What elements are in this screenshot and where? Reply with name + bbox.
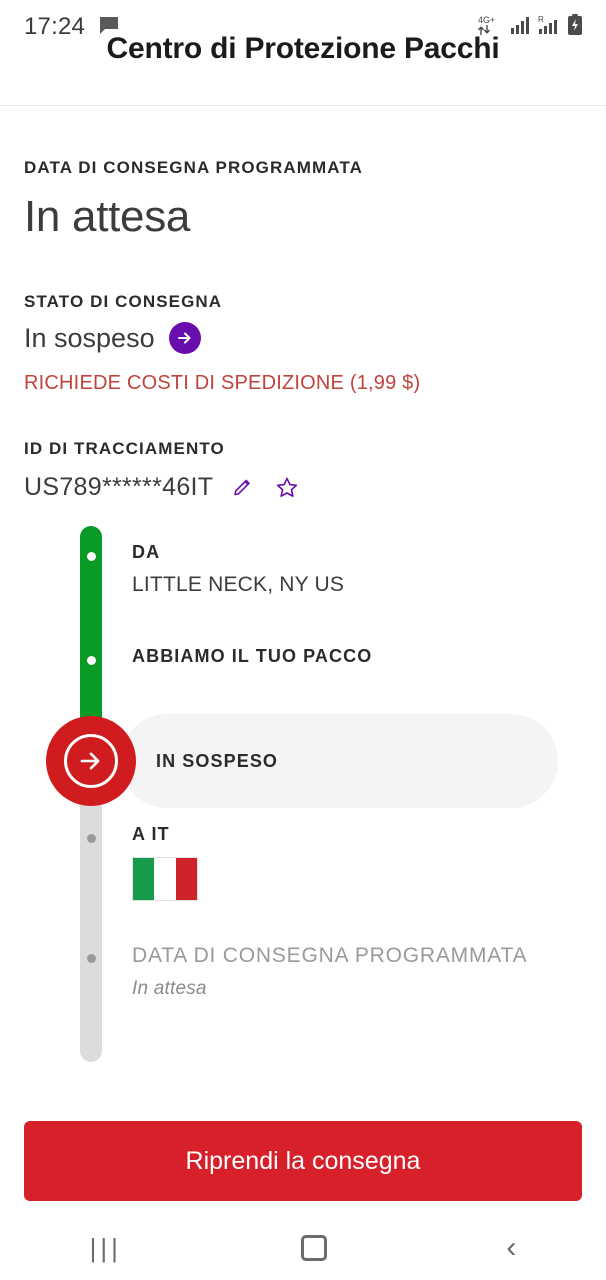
delivery-date-block <box>24 158 582 242</box>
italy-flag-icon <box>132 857 198 901</box>
timeline-step-destination <box>132 824 582 901</box>
timeline-dot-4 <box>87 834 96 843</box>
delivery-date-label: DATA DI CONSEGNA PROGRAMMATA <box>24 158 363 177</box>
recent-apps-icon[interactable]: ||| <box>89 1232 122 1263</box>
timeline-step-title: IN SOSPESO <box>156 751 279 771</box>
tracking-id-row <box>24 473 582 502</box>
timeline-step-scheduled-date <box>132 944 582 1000</box>
timeline-dot-5 <box>87 954 96 963</box>
timeline-step-pending <box>156 751 278 772</box>
svg-text:4G+: 4G+ <box>478 14 496 25</box>
timeline-dot-2 <box>87 656 96 665</box>
delivery-state-block <box>24 292 582 395</box>
arrow-right-icon <box>64 734 118 788</box>
pencil-icon[interactable] <box>229 474 257 502</box>
cta-container <box>24 1121 582 1201</box>
timeline-step-received <box>132 646 582 667</box>
resume-delivery-button[interactable]: Riprendi la consegna <box>24 1121 582 1201</box>
page-header <box>0 32 606 106</box>
tracking-id-label: ID DI TRACCIAMENTO <box>24 439 225 458</box>
delivery-state-row <box>24 322 582 354</box>
battery-charging-icon <box>566 13 584 42</box>
timeline-current-node <box>46 716 136 806</box>
timeline-step-sub: In attesa <box>132 978 207 999</box>
timeline-step-title: DATA DI CONSEGNA PROGRAMMATA <box>132 944 528 967</box>
main-content <box>0 158 606 1066</box>
timeline-step-sub: LITTLE NECK, NY US <box>132 573 345 596</box>
android-navigation-bar <box>0 1216 606 1280</box>
home-icon[interactable] <box>301 1235 327 1261</box>
signal-icon <box>510 15 532 40</box>
tracking-id-value: US789******46IT <box>24 473 214 501</box>
status-time: 17:24 <box>24 13 86 40</box>
delivery-state-label: STATO DI CONSEGNA <box>24 292 223 311</box>
arrow-right-circle-icon[interactable] <box>169 322 201 354</box>
timeline-dot-1 <box>87 552 96 561</box>
flag-stripe-red <box>176 858 197 900</box>
timeline-step-title: A IT <box>132 824 170 844</box>
timeline-step-title: DA <box>132 542 161 562</box>
flag-stripe-white <box>154 858 175 900</box>
delivery-timeline <box>24 526 582 1066</box>
svg-text:R: R <box>538 14 544 24</box>
back-icon[interactable]: ‹ <box>506 1231 517 1264</box>
star-outline-icon[interactable] <box>273 474 301 502</box>
flag-stripe-green <box>133 858 154 900</box>
signal-roaming-icon <box>538 14 560 41</box>
delivery-date-value: In attesa <box>24 192 191 241</box>
page-title: Centro di Protezione Pacchi <box>106 32 500 65</box>
tracking-block <box>24 439 582 502</box>
timeline-step-title: ABBIAMO IL TUO PACCO <box>132 646 373 666</box>
shipping-fee-note: RICHIEDE COSTI DI SPEDIZIONE (1,99 $) <box>24 372 421 394</box>
timeline-step-from <box>132 542 582 597</box>
delivery-state-value: In sospeso <box>24 322 155 353</box>
